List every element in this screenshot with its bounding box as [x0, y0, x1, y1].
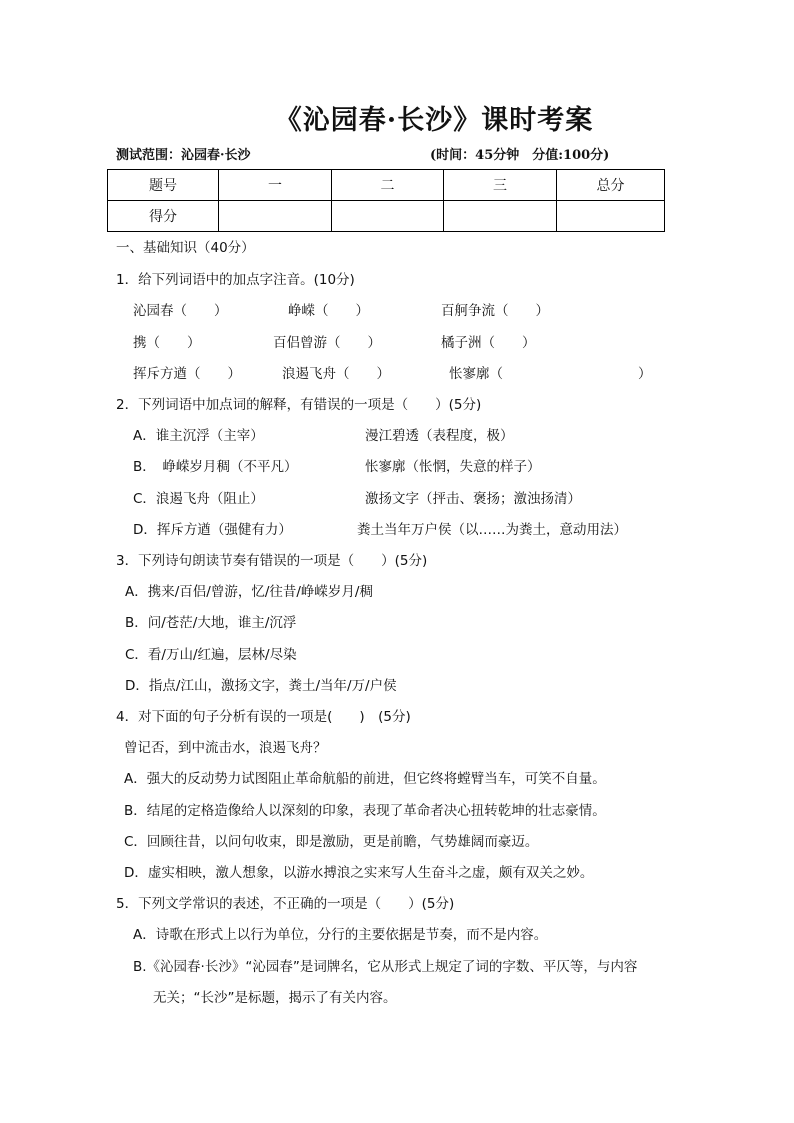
table-cell: 三	[444, 170, 557, 201]
test-range: 测试范围：沁园春·长沙	[116, 148, 251, 163]
pinyin-item: 峥嵘（ ）	[288, 303, 369, 319]
section-heading: 一、基础知识（40分）	[116, 240, 255, 256]
table-cell: 总分	[557, 170, 665, 201]
score-input-cell[interactable]	[219, 201, 332, 232]
option-text: D．挥斥方遒（强健有力）	[133, 522, 292, 538]
option-text: B.《沁园春·长沙》“沁园春”是词牌名，它从形式上规定了词的字数、平仄等，与内容	[133, 959, 638, 975]
option-text: C．回顾往昔，以问句收束，即是激励，更是前瞻，气势雄阔而豪迈。	[124, 834, 539, 850]
option-text: A．携来/百侣/曾游，忆/往昔/峥嵘岁月/稠	[125, 584, 373, 600]
table-cell: 一	[219, 170, 332, 201]
option-text: C．浪遏飞舟（阻止）	[133, 491, 264, 507]
table-cell: 二	[332, 170, 444, 201]
pinyin-item: 百侣曾游（ ）	[273, 335, 381, 351]
score-table-header-row	[108, 170, 665, 201]
pinyin-item: 百舸争流（ ）	[441, 303, 549, 319]
option-text: B．问/苍茫/大地，谁主/沉浮	[125, 615, 297, 631]
question-5-stem: 5．下列文学常识的表述，不正确的一项是（ ）(5分)	[116, 896, 455, 912]
option-text: A．强大的反动势力试图阻止革命航船的前进，但它终将螳臂当车，可笑不自量。	[124, 771, 606, 787]
option-text: 怅寥廓（怅惘，失意的样子）	[365, 459, 541, 475]
option-text: A．诗歌在形式上以行为单位，分行的主要依据是节奏，而不是内容。	[133, 927, 548, 943]
table-cell: 得分	[108, 201, 219, 232]
score-table-score-row	[108, 201, 665, 232]
option-text: C．看/万山/红遍，层林/尽染	[125, 647, 297, 663]
table-cell: 题号	[108, 170, 219, 201]
pinyin-item: 挥斥方遒（ ）	[133, 366, 241, 382]
option-text: D．虚实相映，激人想象，以游水搏浪之实来写人生奋斗之虚，颇有双关之妙。	[124, 865, 594, 881]
quoted-sentence: 曾记否，到中流击水，浪遏飞舟？	[124, 740, 327, 756]
pinyin-item: 橘子洲（ ）	[441, 335, 536, 351]
option-text: 漫江碧透（表程度，极）	[365, 428, 514, 444]
page-title: 《沁园春·长沙》课时考案	[274, 105, 594, 136]
score-input-cell[interactable]	[444, 201, 557, 232]
option-text: 粪土当年万户侯（以……为粪土，意动用法）	[357, 522, 627, 538]
question-2-stem: 2．下列词语中加点词的解释，有错误的一项是（ ）(5分)	[116, 397, 482, 413]
option-text: 无关；“长沙”是标题，揭示了有关内容。	[153, 990, 397, 1006]
question-4-stem: 4．对下面的句子分析有误的一项是( ) (5分)	[116, 709, 411, 725]
option-text: A．谁主沉浮（主宰）	[133, 428, 264, 444]
score-table	[107, 169, 665, 232]
option-text: 激扬文字（抨击、褒扬；激浊扬清）	[365, 491, 581, 507]
pinyin-item: 浪遏飞舟（ ）	[282, 366, 390, 382]
score-input-cell[interactable]	[557, 201, 665, 232]
pinyin-item: 沁园春（ ）	[133, 303, 228, 319]
pinyin-item: 携（ ）	[133, 335, 201, 351]
option-text: B． 峥嵘岁月稠（不平凡）	[133, 459, 298, 475]
question-3-stem: 3．下列诗句朗读节奏有错误的一项是（ ）(5分)	[116, 553, 428, 569]
question-1-stem: 1．给下列词语中的加点字注音。(10分)	[116, 272, 355, 288]
score-input-cell[interactable]	[332, 201, 444, 232]
pinyin-item: 怅寥廓（ ）	[449, 366, 652, 382]
option-text: D．指点/江山，激扬文字，粪土/当年/万/户侯	[125, 678, 397, 694]
time-and-score: (时间：45分钟 分值:100分)	[430, 148, 610, 163]
option-text: B．结尾的定格造像给人以深刻的印象，表现了革命者决心扭转乾坤的壮志豪情。	[124, 803, 606, 819]
